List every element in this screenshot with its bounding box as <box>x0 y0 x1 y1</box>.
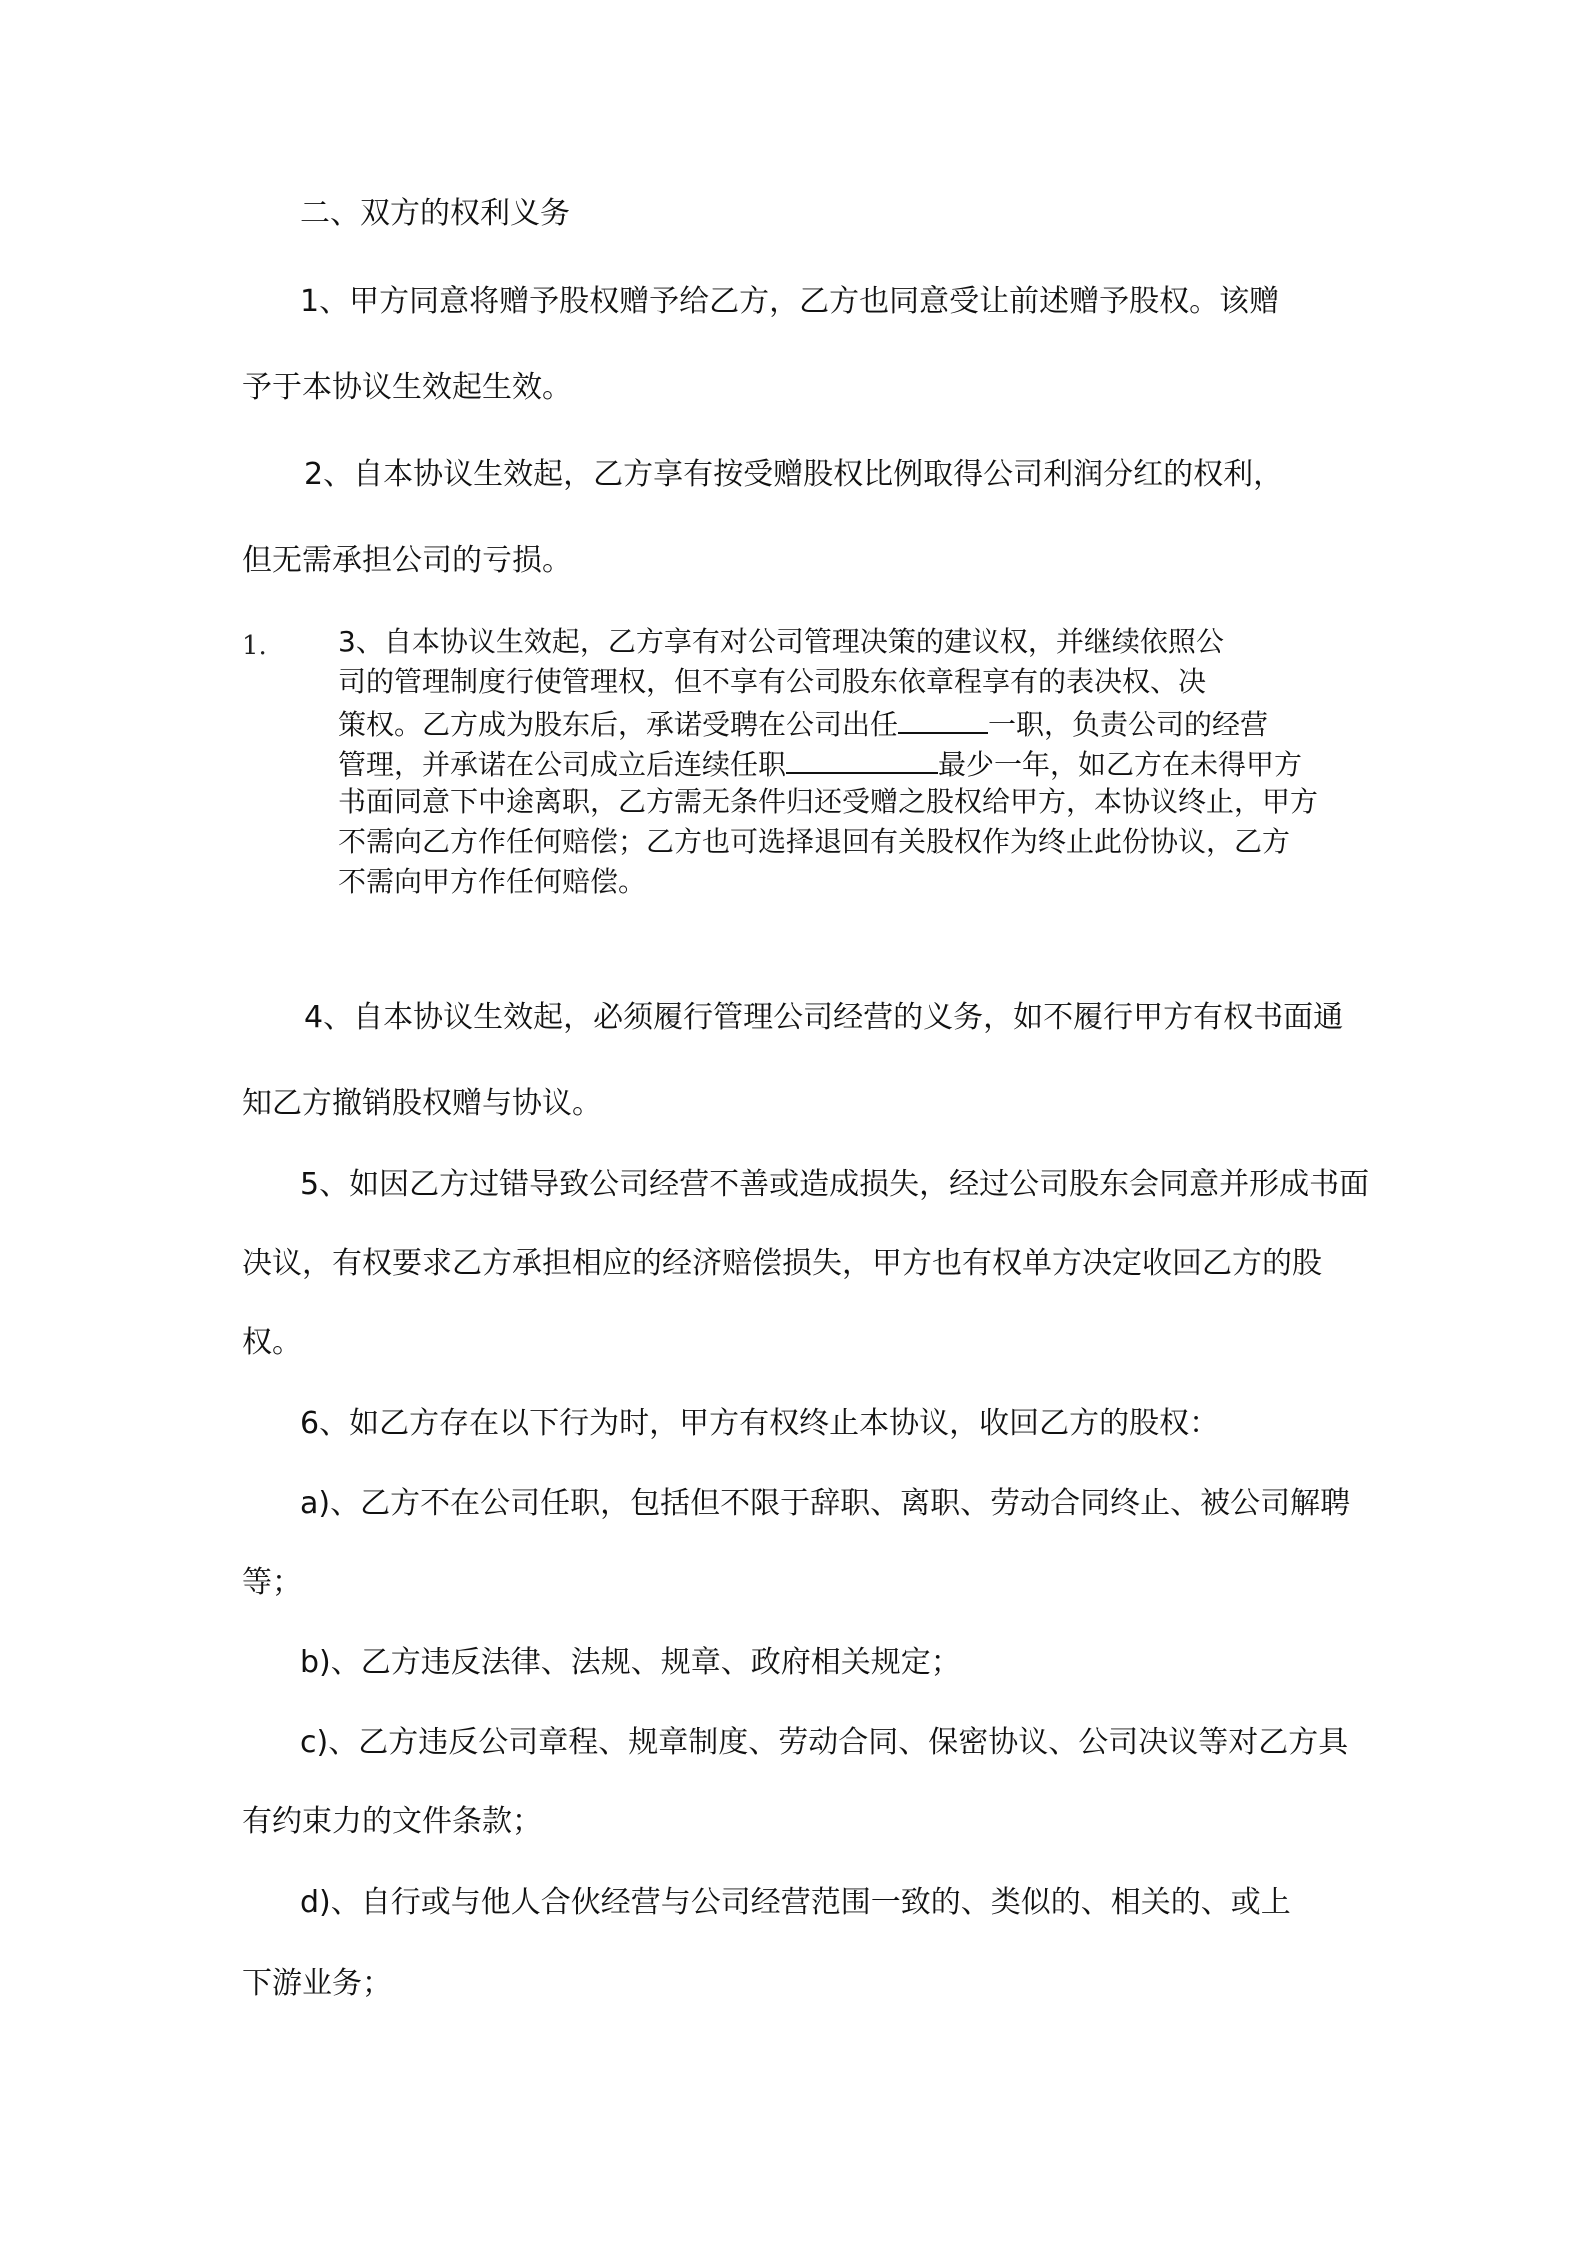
clause-5-line-2: 决议，有权要求乙方承担相应的经济赔偿损失，甲方也有权单方决定收回乙方的股 <box>242 1246 1322 1281</box>
clause-6-item-a-line-2: 等； <box>242 1565 302 1600</box>
clause-6-item-c-line-1: c)、乙方违反公司章程、规章制度、劳动合同、保密协议、公司决议等对乙方具 <box>300 1725 1349 1760</box>
clause-6-item-c-line-2: 有约束力的文件条款； <box>242 1804 542 1839</box>
clause-3-line-4-before: 管理，并承诺在公司成立后连续任职 <box>338 748 787 781</box>
tenure-blank <box>786 742 938 774</box>
clause-3-line-3-before: 策权。乙方成为股东后，承诺受聘在公司出任 <box>338 708 899 741</box>
list-number-marker: 1. <box>242 631 267 661</box>
position-blank <box>898 702 988 734</box>
clause-5-line-3: 权。 <box>242 1325 302 1360</box>
clause-6-item-a-line-1: a)、乙方不在公司任职，包括但不限于辞职、离职、劳动合同终止、被公司解聘 <box>300 1486 1351 1521</box>
clause-3-line-7: 不需向甲方作任何赔偿。 <box>338 865 647 898</box>
clause-5-line-1: 5、如因乙方过错导致公司经营不善或造成损失，经过公司股东会同意并形成书面 <box>300 1167 1370 1202</box>
clause-4-line-2: 知乙方撤销股权赠与协议。 <box>242 1086 602 1121</box>
clause-1-line-2: 予于本协议生效起生效。 <box>242 370 572 405</box>
clause-3-line-4 <box>338 742 1302 785</box>
clause-6-item-d-line-1: d)、自行或与他人合伙经营与公司经营范围一致的、类似的、相关的、或上 <box>300 1885 1291 1920</box>
clause-1-line-1: 1、甲方同意将赠予股权赠予给乙方，乙方也同意受让前述赠予股权。该赠 <box>300 284 1280 319</box>
clause-2-line-2: 但无需承担公司的亏损。 <box>242 543 572 578</box>
clause-3-line-3-after: 一职，负责公司的经营 <box>988 708 1269 741</box>
clause-3-line-4-after: 最少一年，如乙方在未得甲方 <box>938 748 1303 781</box>
section-title: 二、双方的权利义务 <box>300 196 570 231</box>
clause-6-item-b: b)、乙方违反法律、法规、规章、政府相关规定； <box>300 1645 961 1680</box>
clause-3-line-6: 不需向乙方作任何赔偿；乙方也可选择退回有关股权作为终止此份协议，乙方 <box>338 825 1291 858</box>
clause-3-line-5: 书面同意下中途离职，乙方需无条件归还受赠之股权给甲方，本协议终止，甲方 <box>338 785 1319 818</box>
clause-6-line-1: 6、如乙方存在以下行为时，甲方有权终止本协议，收回乙方的股权： <box>300 1406 1220 1441</box>
clause-3-line-1: 3、自本协议生效起，乙方享有对公司管理决策的建议权，并继续依照公 <box>338 625 1224 658</box>
clause-4-line-1: 4、自本协议生效起，必须履行管理公司经营的义务，如不履行甲方有权书面通 <box>304 1000 1344 1035</box>
clause-3-line-3 <box>338 702 1268 745</box>
clause-6-item-d-line-2: 下游业务； <box>242 1966 392 2001</box>
clause-3-line-2: 司的管理制度行使管理权，但不享有公司股东依章程享有的表决权、决 <box>338 665 1207 698</box>
clause-2-line-1: 2、自本协议生效起，乙方享有按受赠股权比例取得公司利润分红的权利， <box>304 457 1284 492</box>
